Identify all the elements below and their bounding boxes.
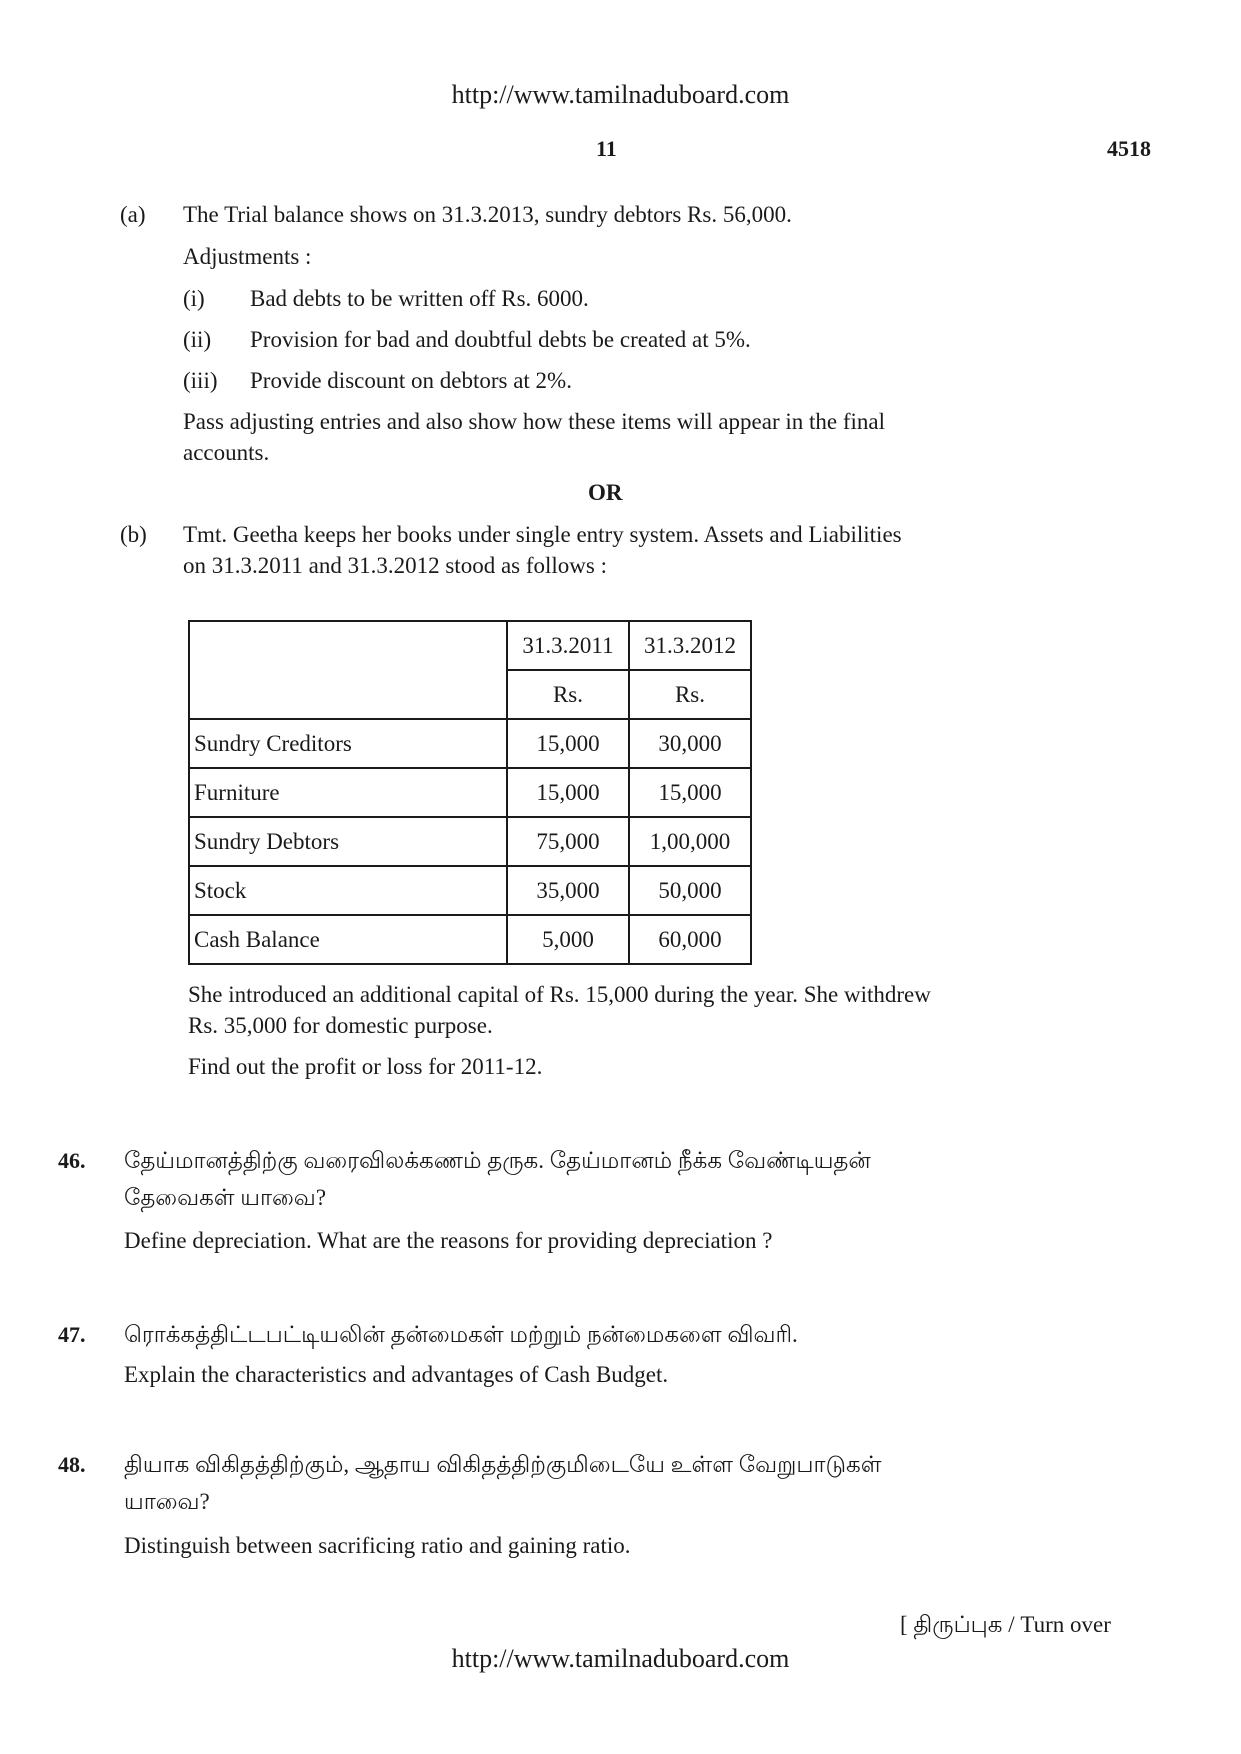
value-2011: 75,000 <box>507 817 629 866</box>
value-2012: 60,000 <box>629 915 751 964</box>
q45a-instruction: Pass adjusting entries and also show how these items will appear in the final <box>183 409 886 434</box>
column-date: 31.3.2011 <box>507 621 629 670</box>
question-number: 47. <box>58 1322 86 1347</box>
adjustment-text: Bad debts to be written off Rs. 6000. <box>250 286 589 311</box>
column-unit: Rs. <box>507 670 629 719</box>
table-row <box>189 768 751 817</box>
table-corner-cell <box>189 621 507 719</box>
value-2012: 15,000 <box>629 768 751 817</box>
q46-english: Define depreciation. What are the reasons for providing depreciation ? <box>124 1228 773 1253</box>
row-label: Sundry Creditors <box>189 719 507 768</box>
value-2011: 5,000 <box>507 915 629 964</box>
or-separator: OR <box>588 480 623 505</box>
value-2012: 50,000 <box>629 866 751 915</box>
row-label: Cash Balance <box>189 915 507 964</box>
adjustment-num: (i) <box>183 286 205 311</box>
adjustment-num: (ii) <box>183 327 212 352</box>
table-row <box>189 915 751 964</box>
row-label: Stock <box>189 866 507 915</box>
table-header-row <box>189 621 751 670</box>
adjustment-text: Provide discount on debtors at 2%. <box>250 368 572 393</box>
value-2011: 15,000 <box>507 719 629 768</box>
row-label: Furniture <box>189 768 507 817</box>
paper-code: 4518 <box>1107 136 1151 161</box>
page-number: 11 <box>596 136 617 161</box>
q45b-question: Find out the profit or loss for 2011-12. <box>188 1054 543 1079</box>
q45b-intro: Tmt. Geetha keeps her books under single entry system. Assets and Liabilities <box>183 522 902 547</box>
table-row <box>189 817 751 866</box>
q45a-marker: (a) <box>120 202 146 227</box>
q45a-instruction-cont: accounts. <box>183 440 270 465</box>
row-label: Sundry Debtors <box>189 817 507 866</box>
value-2012: 30,000 <box>629 719 751 768</box>
q48-tamil-cont: யாவை? <box>124 1489 210 1514</box>
url-footer: http://www.tamilnaduboard.com <box>451 1644 790 1673</box>
assets-liabilities-table <box>188 620 752 965</box>
turn-over-label: [ திருப்புக / Turn over <box>900 1612 1111 1637</box>
table-row <box>189 719 751 768</box>
q46-tamil: தேய்மானத்திற்கு வரைவிலக்கணம் தருக. தேய்மானம் நீக்க வேண்டியதன் <box>124 1148 871 1173</box>
column-date: 31.3.2012 <box>629 621 751 670</box>
q48-tamil: தியாக விகிதத்திற்கும், ஆதாய விகிதத்திற்குமிடையே உள்ள வேறுபாடுகள் <box>124 1452 882 1477</box>
q45a-intro: The Trial balance shows on 31.3.2013, sundry debtors Rs. 56,000. <box>183 202 792 227</box>
adjustments-label: Adjustments : <box>183 244 312 269</box>
q45b-note-cont: Rs. 35,000 for domestic purpose. <box>188 1013 493 1038</box>
column-unit: Rs. <box>629 670 751 719</box>
table-row <box>189 866 751 915</box>
question-number: 46. <box>58 1148 86 1173</box>
q45b-note: She introduced an additional capital of Rs. 15,000 during the year. She withdrew <box>188 982 931 1007</box>
q47-english: Explain the characteristics and advantages of Cash Budget. <box>124 1362 669 1387</box>
q47-tamil: ரொக்கத்திட்டபட்டியலின் தன்மைகள் மற்றும் நன்மைகளை விவரி. <box>124 1322 798 1347</box>
value-2012: 1,00,000 <box>629 817 751 866</box>
question-number: 48. <box>58 1452 86 1477</box>
q45b-intro-cont: on 31.3.2011 and 31.3.2012 stood as follows : <box>183 553 607 578</box>
q48-english: Distinguish between sacrificing ratio and gaining ratio. <box>124 1533 631 1558</box>
value-2011: 35,000 <box>507 866 629 915</box>
value-2011: 15,000 <box>507 768 629 817</box>
adjustment-text: Provision for bad and doubtful debts be created at 5%. <box>250 327 751 352</box>
url-header: http://www.tamilnaduboard.com <box>451 80 790 109</box>
q45b-marker: (b) <box>120 522 147 547</box>
adjustment-num: (iii) <box>183 368 218 393</box>
q46-tamil-cont: தேவைகள் யாவை? <box>124 1185 327 1210</box>
